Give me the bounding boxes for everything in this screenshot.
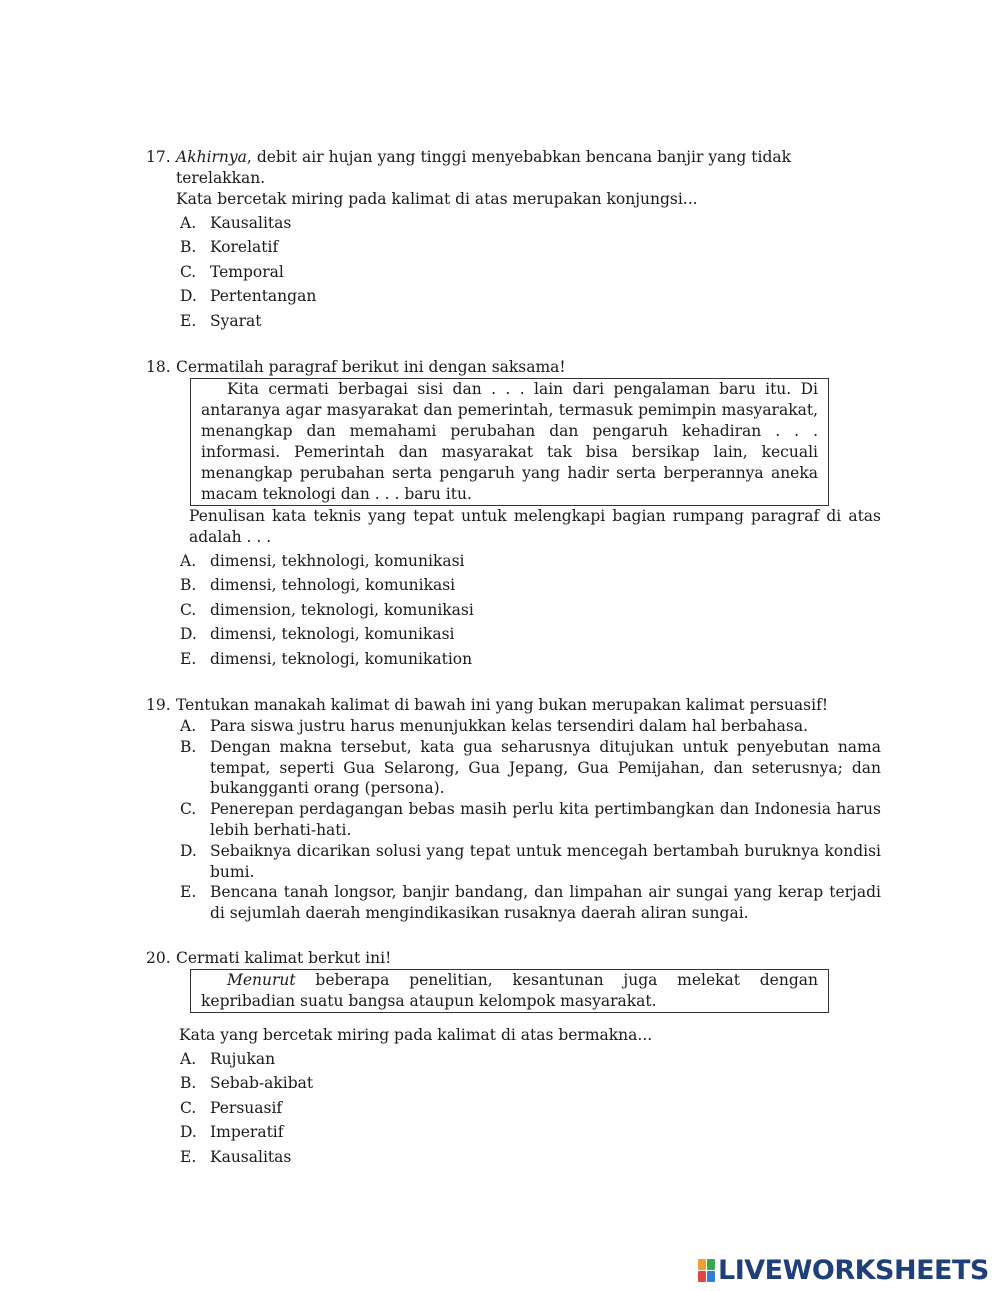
paragraph-box xyxy=(190,378,829,506)
logo-square xyxy=(707,1271,715,1282)
option-text: dimensi, tehnologi, komunikasi xyxy=(210,576,456,595)
logo-text: LIVEWORKSHEETS xyxy=(718,1254,989,1286)
option-text: Sebab-akibat xyxy=(210,1074,314,1093)
question-18 xyxy=(146,357,881,671)
option-c[interactable] xyxy=(180,598,881,622)
paragraph-text: Kita cermati berbagai sisi dan . . . lain dari pengalaman baru itu. Di antaranya agar masyarakat dan pemerintah, termasuk pemimpin masyarakat, menangkap dan memahami perubahan dan pengaruh kehadiran . . . informasi. Pemerintah dan masyarakat tak bisa bersikap lain, kecuali menangkap perubahan serta pengaruh yang hadir serta berperannya aneka macam teknologi dan . . . baru itu. xyxy=(201,380,818,503)
option-letter: E. xyxy=(180,311,197,330)
option-letter: D. xyxy=(180,287,197,306)
option-letter: A. xyxy=(180,1050,197,1068)
option-letter: C. xyxy=(180,262,197,281)
option-text: Imperatif xyxy=(210,1123,284,1142)
logo-square xyxy=(707,1259,715,1270)
logo-square xyxy=(698,1259,706,1270)
question-17 xyxy=(146,147,881,333)
option-e[interactable] xyxy=(180,647,881,671)
option-a[interactable] xyxy=(180,549,881,573)
question-number: 19. xyxy=(146,696,171,714)
option-list xyxy=(146,211,881,333)
question-text: Cermati kalimat berkut ini! xyxy=(176,949,392,967)
question-prompt: Kata yang bercetak miring pada kalimat di atas bermakna... xyxy=(179,1026,653,1044)
option-c[interactable] xyxy=(180,260,881,284)
option-text: dimensi, teknologi, komunikasi xyxy=(210,625,455,644)
option-text: dimensi, teknologi, komunikation xyxy=(210,649,473,668)
logo-square xyxy=(698,1271,706,1282)
option-a[interactable] xyxy=(180,211,881,235)
option-text: Dengan makna tersebut, kata gua seharusnya ditujukan untuk penyebutan nama tempat, seperti Gua Selarong, Gua Jepang, Gua Pemijahan, dan seterusnya; dan bukangganti orang (persona). xyxy=(210,737,881,798)
option-e[interactable] xyxy=(180,882,881,924)
option-list xyxy=(146,549,881,671)
option-c[interactable] xyxy=(180,1096,881,1120)
option-letter: C. xyxy=(180,800,197,819)
logo-mark-icon xyxy=(698,1259,715,1282)
option-text: Syarat xyxy=(210,311,262,330)
option-text: Pertentangan xyxy=(210,287,317,306)
option-letter: B. xyxy=(180,1074,197,1093)
option-c[interactable] xyxy=(180,799,881,841)
question-text: Tentukan manakah kalimat di bawah ini yang bukan merupakan kalimat persuasif! xyxy=(176,696,829,714)
option-letter: B. xyxy=(180,737,197,756)
question-number: 17. xyxy=(146,148,171,166)
option-letter: C. xyxy=(180,600,197,619)
option-a[interactable] xyxy=(180,1047,881,1071)
question-text xyxy=(176,147,881,189)
option-d[interactable] xyxy=(180,841,881,883)
sentence-box xyxy=(190,969,829,1013)
option-letter: D. xyxy=(180,625,197,644)
question-sentence: , debit air hujan yang tinggi menyebabkan bencana banjir yang tidak terelakkan. xyxy=(176,148,791,187)
option-text: Penerepan perdagangan bebas masih perlu kita pertimbangkan dan Indonesia harus lebih berhati-hati. xyxy=(210,800,881,839)
option-text: Bencana tanah longsor, banjir bandang, dan limpahan air sungai yang kerap terjadi di sejumlah daerah mengindikasikan rusaknya daerah aliran sungai. xyxy=(210,883,881,923)
sentence-rest: beberapa penelitian, kesantunan juga melekat dengan kepribadian suatu bangsa ataupun kelompok masyarakat. xyxy=(201,971,818,1010)
option-e[interactable] xyxy=(180,1145,881,1169)
option-b[interactable] xyxy=(180,573,881,597)
option-text: dimensi, tekhnologi, komunikasi xyxy=(210,552,465,570)
question-20 xyxy=(146,948,881,1169)
option-text: Rujukan xyxy=(210,1050,276,1068)
option-d[interactable] xyxy=(180,1120,881,1144)
question-number: 18. xyxy=(146,358,171,376)
option-letter: A. xyxy=(180,214,197,232)
option-text: Sebaiknya dicarikan solusi yang tepat untuk mencegah bertambah buruknya kondisi bumi. xyxy=(210,841,881,881)
question-text: Cermatilah paragraf berikut ini dengan saksama! xyxy=(176,358,566,376)
option-letter: C. xyxy=(180,1098,197,1117)
option-b[interactable] xyxy=(180,1071,881,1095)
sentence-text xyxy=(201,970,818,1012)
option-text: Kausalitas xyxy=(210,1147,292,1166)
option-text: Temporal xyxy=(210,262,284,281)
option-text: Para siswa justru harus menunjukkan kelas tersendiri dalam hal berbahasa. xyxy=(210,717,809,735)
option-text: Kausalitas xyxy=(210,214,292,232)
question-number: 20. xyxy=(146,949,171,967)
option-a[interactable] xyxy=(180,716,881,737)
option-list xyxy=(146,1047,881,1169)
option-letter: D. xyxy=(180,1123,197,1142)
option-text: dimension, teknologi, komunikasi xyxy=(210,600,474,619)
italic-word: Menurut xyxy=(227,971,296,989)
option-d[interactable] xyxy=(180,284,881,308)
option-letter: A. xyxy=(180,552,197,570)
option-e[interactable] xyxy=(180,309,881,333)
option-text: Korelatif xyxy=(210,238,279,257)
option-letter: E. xyxy=(180,1147,197,1166)
question-prompt: Penulisan kata teknis yang tepat untuk melengkapi bagian rumpang paragraf di atas adalah . . . xyxy=(189,507,881,546)
option-letter: D. xyxy=(180,841,197,860)
option-text: Persuasif xyxy=(210,1098,283,1117)
question-19 xyxy=(146,695,881,924)
italic-word: Akhirnya xyxy=(176,148,247,166)
option-d[interactable] xyxy=(180,622,881,646)
option-list xyxy=(146,716,881,924)
option-b[interactable] xyxy=(180,235,881,259)
option-b[interactable] xyxy=(180,737,881,799)
liveworksheets-logo[interactable] xyxy=(698,1255,989,1285)
option-letter: B. xyxy=(180,238,197,257)
option-letter: E. xyxy=(180,649,197,668)
option-letter: E. xyxy=(180,883,197,902)
question-prompt: Kata bercetak miring pada kalimat di atas merupakan konjungsi... xyxy=(176,190,698,208)
option-letter: B. xyxy=(180,576,197,595)
option-letter: A. xyxy=(180,717,197,735)
